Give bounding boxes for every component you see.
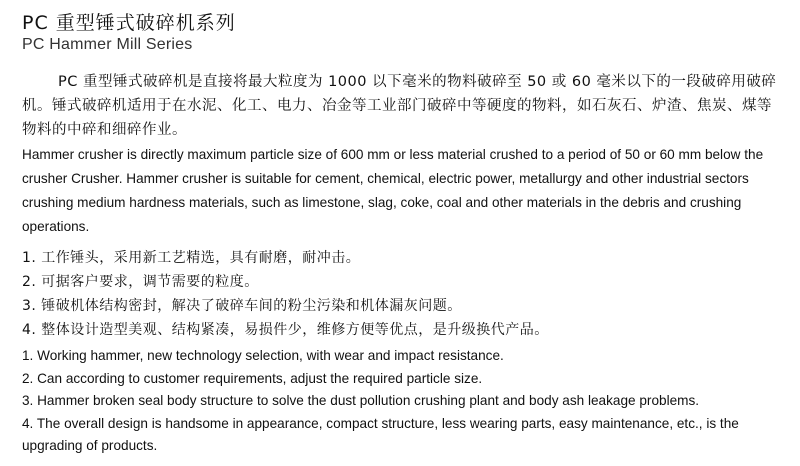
feature-item-cn-2: 2. 可据客户要求，调节需要的粒度。 xyxy=(22,274,259,290)
feature-item-cn-4: 4. 整体设计造型美观、结构紧凑，易损件少，维修方便等优点，是升级换代产品。 xyxy=(22,322,549,338)
intro-paragraph-english: Hammer crusher is directly maximum particle size of 600 mm or less material crushed to a period of 50 or 60 mm below the crusher Crusher. Hammer crusher is suitable for cement, chemical, electric power, metallurgy and other industrial sectors crushing medium hardness materials, such as limestone, slag, coke, coal and other materials in the debris and crushing operations. xyxy=(22,147,764,234)
feature-list-english xyxy=(22,345,788,458)
feature-item-cn-3: 3. 锤破机体结构密封，解决了破碎车间的粉尘污染和机体漏灰问题。 xyxy=(22,298,462,314)
feature-item-en-3: 3. Hammer broken seal body structure to solve the dust pollution crushing plant and body ash leakage problems. xyxy=(22,393,700,408)
feature-list-chinese xyxy=(22,246,782,342)
feature-item-en-1: 1. Working hammer, new technology selection, with wear and impact resistance. xyxy=(22,348,504,363)
page-title-english: PC Hammer Mill Series xyxy=(22,36,193,53)
page-title-chinese: PC 重型锤式破碎机系列 xyxy=(22,12,236,34)
intro-paragraph-chinese: PC 重型锤式破碎机是直接将最大粒度为 1000 以下毫米的物料破碎至 50 或 60 毫米以下的一段破碎用破碎机。锤式破碎机适用于在水泥、化工、电力、冶金等工业部门破碎中等硬度的物料，如石灰石、炉渣、焦炭、煤等物料的中碎和细碎作业。 xyxy=(22,74,777,138)
feature-item-cn-1: 1. 工作锤头，采用新工艺精选，具有耐磨，耐冲击。 xyxy=(22,250,361,266)
feature-item-en-4: 4. The overall design is handsome in appearance, compact structure, less wearing parts, easy maintenance, etc., is the upgrading of products. xyxy=(22,415,739,453)
feature-item-en-2: 2. Can according to customer requirements, adjust the required particle size. xyxy=(22,370,483,386)
